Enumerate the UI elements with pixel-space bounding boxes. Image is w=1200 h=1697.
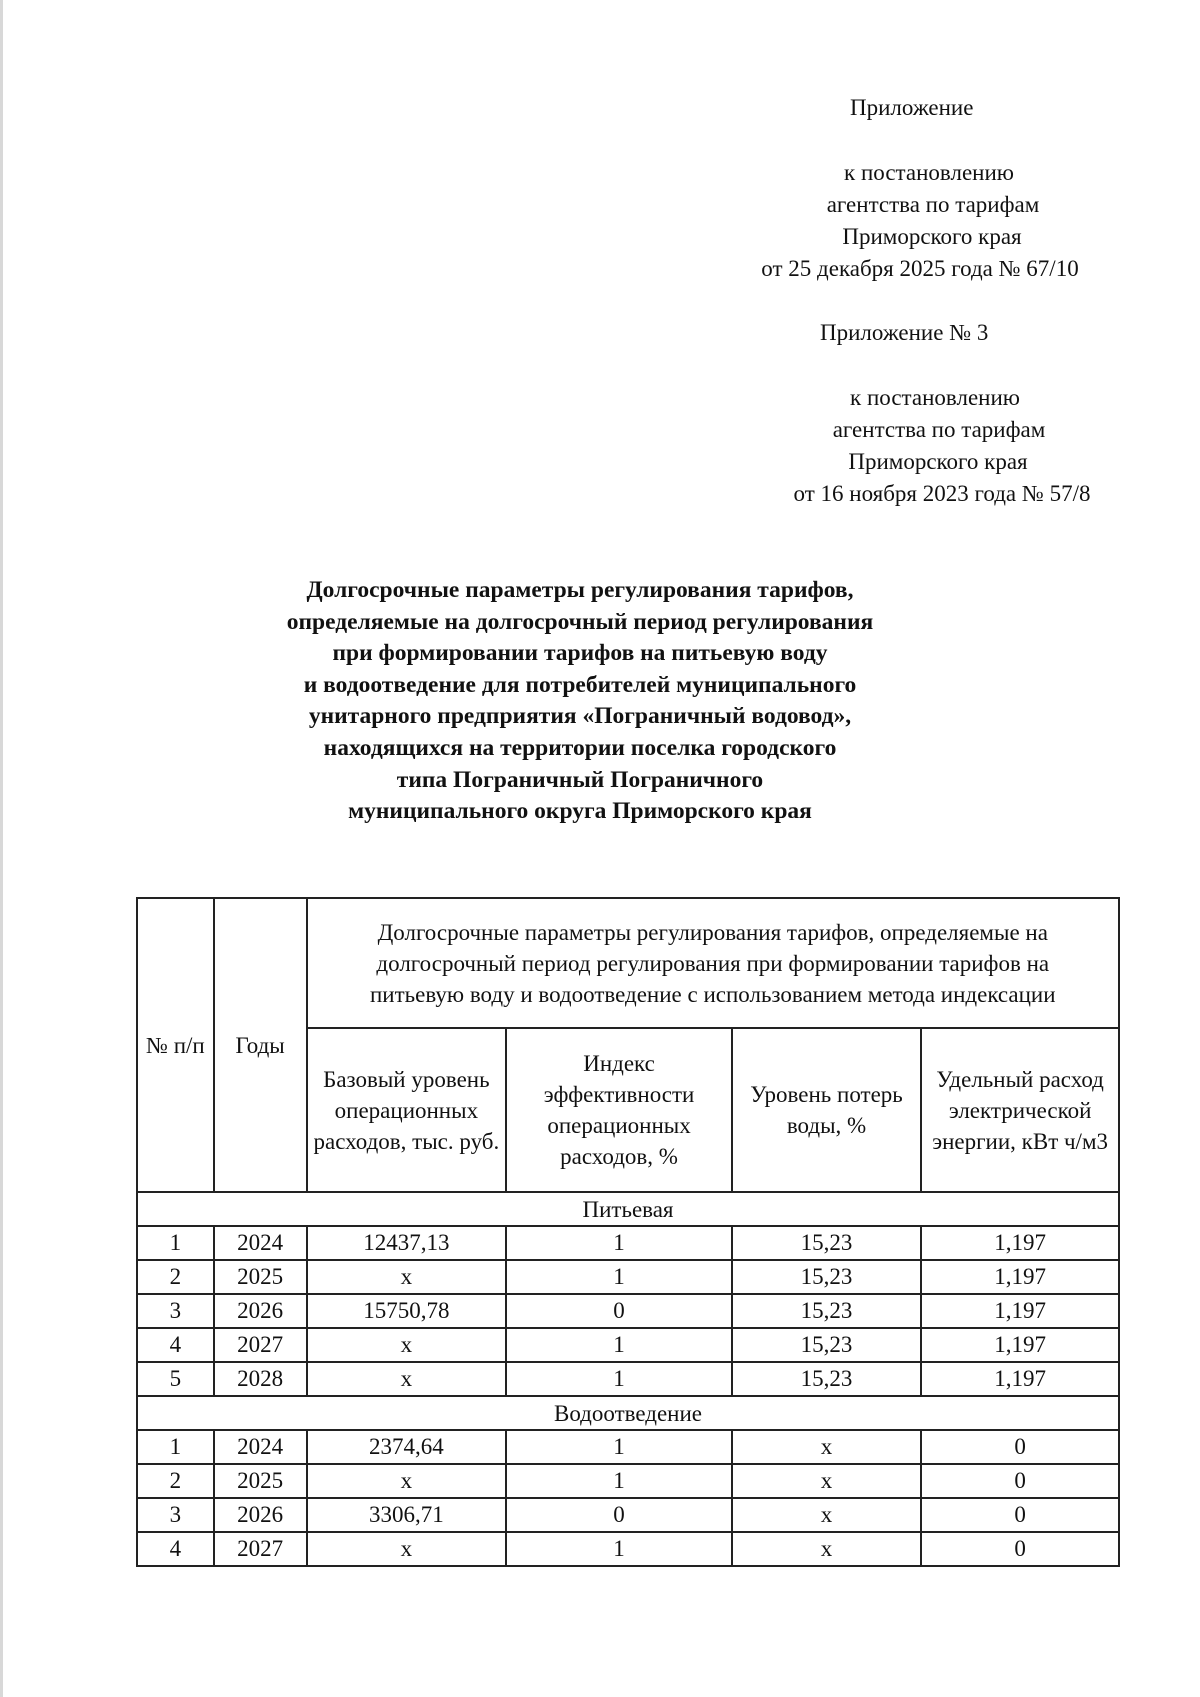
title-line: и водоотведение для потребителей муниципального bbox=[303, 671, 857, 698]
table-row bbox=[137, 1532, 1119, 1566]
title-line: при формировании тарифов на питьевую воду bbox=[332, 640, 828, 667]
cell-year: 2027 bbox=[214, 1532, 307, 1566]
cell-energy: 0 bbox=[921, 1464, 1119, 1498]
cell-base-level: х bbox=[307, 1464, 507, 1498]
cell-efficiency: 0 bbox=[506, 1294, 732, 1328]
column-header-energy: Удельный расход электрической энергии, кВт ч/м3 bbox=[921, 1028, 1119, 1192]
appendix-line: агентства по тарифам bbox=[832, 417, 1046, 442]
cell-base-level: х bbox=[307, 1328, 507, 1362]
title-line: унитарного предприятия «Пограничный водовод», bbox=[308, 703, 852, 730]
cell-losses: 15,23 bbox=[732, 1260, 921, 1294]
cell-base-level: х bbox=[307, 1260, 507, 1294]
table-row bbox=[137, 1260, 1119, 1294]
cell-losses: 15,23 bbox=[732, 1226, 921, 1260]
cell-losses: х bbox=[732, 1464, 921, 1498]
column-header-number: № п/п bbox=[137, 898, 214, 1192]
table-row bbox=[137, 1498, 1119, 1532]
cell-number: 5 bbox=[137, 1362, 214, 1396]
appendix-line: к постановлению bbox=[850, 385, 1020, 410]
title-line: муниципального округа Приморского края bbox=[348, 798, 812, 825]
section-header-wastewater: Водоотведение bbox=[137, 1396, 1119, 1430]
section-header-drinking: Питьевая bbox=[137, 1192, 1119, 1226]
column-header-efficiency: Индекс эффективности операционных расходов, % bbox=[506, 1028, 732, 1192]
appendix-line: к постановлению bbox=[844, 160, 1014, 185]
cell-losses: х bbox=[732, 1498, 921, 1532]
cell-year: 2025 bbox=[214, 1464, 307, 1498]
cell-base-level: х bbox=[307, 1362, 507, 1396]
table-row bbox=[137, 1464, 1119, 1498]
original-appendix-details bbox=[720, 382, 1140, 510]
cell-efficiency: 1 bbox=[506, 1362, 732, 1396]
cell-base-level: х bbox=[307, 1532, 507, 1566]
appendix-details bbox=[700, 157, 1140, 285]
title-line: находящихся на территории поселка городского bbox=[323, 734, 837, 761]
cell-year: 2026 bbox=[214, 1294, 307, 1328]
cell-year: 2025 bbox=[214, 1260, 307, 1294]
cell-energy: 0 bbox=[921, 1532, 1119, 1566]
table-row bbox=[137, 1430, 1119, 1464]
cell-efficiency: 1 bbox=[506, 1464, 732, 1498]
appendix-line: Приморского края bbox=[842, 224, 1022, 249]
cell-energy: 1,197 bbox=[921, 1226, 1119, 1260]
cell-energy: 1,197 bbox=[921, 1260, 1119, 1294]
cell-number: 2 bbox=[137, 1464, 214, 1498]
cell-losses: 15,23 bbox=[732, 1362, 921, 1396]
cell-efficiency: 1 bbox=[506, 1430, 732, 1464]
column-header-base-level: Базовый уровень операционных расходов, тыс. руб. bbox=[307, 1028, 507, 1192]
cell-energy: 0 bbox=[921, 1498, 1119, 1532]
cell-number: 2 bbox=[137, 1260, 214, 1294]
group-header: Долгосрочные параметры регулирования тарифов, определяемые на долгосрочный период регулирования при формировании тарифов на питьевую воду и водоотведение с использованием метода индексации bbox=[307, 898, 1119, 1028]
table-row bbox=[137, 1226, 1119, 1260]
cell-year: 2024 bbox=[214, 1226, 307, 1260]
cell-base-level: 2374,64 bbox=[307, 1430, 507, 1464]
cell-number: 1 bbox=[137, 1226, 214, 1260]
cell-efficiency: 1 bbox=[506, 1328, 732, 1362]
appendix-line: агентства по тарифам bbox=[826, 192, 1040, 217]
title-line: типа Пограничный Пограничного bbox=[396, 766, 764, 793]
cell-year: 2028 bbox=[214, 1362, 307, 1396]
appendix-line: Приморского края bbox=[848, 449, 1028, 474]
title-line: Долгосрочные параметры регулирования тарифов, bbox=[306, 577, 854, 603]
cell-losses: 15,23 bbox=[732, 1328, 921, 1362]
cell-losses: 15,23 bbox=[732, 1294, 921, 1328]
cell-number: 4 bbox=[137, 1328, 214, 1362]
cell-number: 3 bbox=[137, 1498, 214, 1532]
cell-base-level: 12437,13 bbox=[307, 1226, 507, 1260]
cell-energy: 1,197 bbox=[921, 1328, 1119, 1362]
cell-year: 2027 bbox=[214, 1328, 307, 1362]
cell-losses: х bbox=[732, 1532, 921, 1566]
cell-energy: 1,197 bbox=[921, 1362, 1119, 1396]
cell-energy: 0 bbox=[921, 1430, 1119, 1464]
cell-efficiency: 1 bbox=[506, 1226, 732, 1260]
cell-year: 2024 bbox=[214, 1430, 307, 1464]
cell-number: 1 bbox=[137, 1430, 214, 1464]
page-edge bbox=[0, 0, 3, 1697]
cell-base-level: 3306,71 bbox=[307, 1498, 507, 1532]
table-row bbox=[137, 1294, 1119, 1328]
appendix-line: от 16 ноября 2023 года № 57/8 bbox=[793, 481, 1091, 506]
cell-losses: х bbox=[732, 1430, 921, 1464]
appendix-line: от 25 декабря 2025 года № 67/10 bbox=[761, 256, 1079, 281]
column-header-losses: Уровень потерь воды, % bbox=[732, 1028, 921, 1192]
table-row bbox=[137, 1362, 1119, 1396]
appendix-title: Приложение bbox=[850, 95, 974, 120]
original-appendix-title: Приложение № 3 bbox=[820, 320, 989, 345]
document-title bbox=[250, 575, 910, 828]
cell-efficiency: 1 bbox=[506, 1532, 732, 1566]
cell-efficiency: 1 bbox=[506, 1260, 732, 1294]
cell-year: 2026 bbox=[214, 1498, 307, 1532]
title-line: определяемые на долгосрочный период регулирования bbox=[286, 608, 874, 635]
cell-number: 4 bbox=[137, 1532, 214, 1566]
cell-energy: 1,197 bbox=[921, 1294, 1119, 1328]
cell-number: 3 bbox=[137, 1294, 214, 1328]
cell-base-level: 15750,78 bbox=[307, 1294, 507, 1328]
column-header-years: Годы bbox=[214, 898, 307, 1192]
parameters-table bbox=[136, 897, 1120, 1567]
cell-efficiency: 0 bbox=[506, 1498, 732, 1532]
table-row bbox=[137, 1328, 1119, 1362]
